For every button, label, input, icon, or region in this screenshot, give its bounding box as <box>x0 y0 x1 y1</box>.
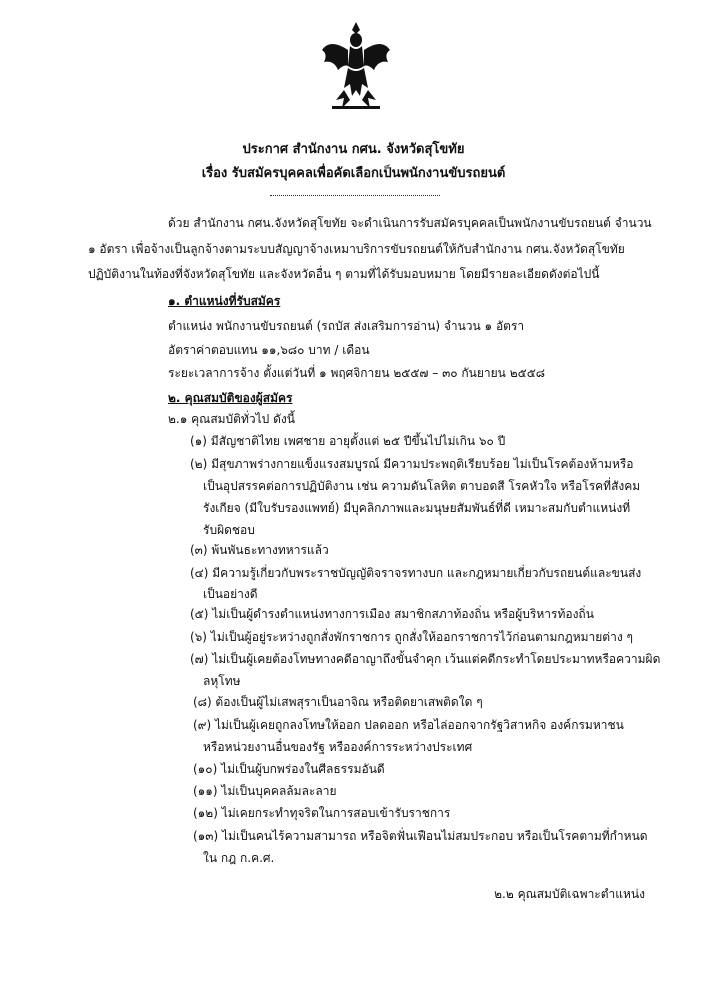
announcement-title: ประกาศ สำนักงาน กศน. จังหวัดสุโขทัย <box>242 142 465 157</box>
qualification-item: (๑) มีสัญชาติไทย เพศชาย อายุตั้งแต่ ๒๕ ปีขึ้นไปไม่เกิน ๖๐ ปี <box>190 434 506 448</box>
qualification-continuation: เป็นอย่างดี <box>203 587 258 601</box>
salary-line: อัตราค่าตอบแทน ๑๑,๖๘๐ บาท / เดือน <box>168 343 370 357</box>
intro-line-2: ๑ อัตรา เพื่อจ้างเป็นลูกจ้างตามระบบสัญญาจ้างเหมาบริการขับรถยนต์ให้กับสำนักงาน กศน.จังหวัดสุโขทัย <box>88 242 625 256</box>
intro-line-3: ปฏิบัติงานในท้องที่จังหวัดสุโขทัย และจังหวัดอื่น ๆ ตามที่ได้รับมอบหมาย โดยมีรายละเอียดดังต่อไปนี้ <box>88 267 600 281</box>
section-1-title: ๑. ตำแหน่งที่รับสมัคร <box>168 294 281 308</box>
qualification-continuation: เป็นอุปสรรคต่อการปฏิบัติงาน เช่น ความดันโลหิต ตาบอดสี โรคหัวใจ หรือโรคที่สังคม <box>203 479 641 493</box>
announcement-subject: เรื่อง รับสมัครบุคคลเพื่อคัดเลือกเป็นพนักงานขับรถยนต์ <box>201 166 506 181</box>
qualification-item: (๓) พ้นพันธะทางทหารแล้ว <box>190 543 329 557</box>
qualification-item: (๕) ไม่เป็นผู้ดำรงตำแหน่งทางการเมือง สมาชิกสภาท้องถิ่น หรือผู้บริหารท้องถิ่น <box>190 607 594 621</box>
garuda-emblem-icon <box>318 20 394 112</box>
qualification-item: (๑๐) ไม่เป็นผู้บกพร่องในศีลธรรมอันดี <box>193 762 385 776</box>
intro-line-1: ด้วย สำนักงาน กศน.จังหวัดสุโขทัย จะดำเนินการรับสมัครบุคคลเป็นพนักงานขับรถยนต์ จำนวน <box>168 216 652 230</box>
qualification-continuation: ลหุโทษ <box>203 674 241 688</box>
qualification-item: (๖) ไม่เป็นผู้อยู่ระหว่างถูกสั่งพักราชการ ถูกสั่งให้ออกราชการไว้ก่อนตามกฎหมายต่าง ๆ <box>190 630 633 644</box>
qualification-item: (๑๓) ไม่เป็นคนไร้ความสามารถ หรือจิตฟั่นเฟือนไม่สมประกอบ หรือเป็นโรคตามที่กำหนด <box>193 829 648 843</box>
qualification-item: (๑๑) ไม่เป็นบุคคลล้มละลาย <box>193 784 337 798</box>
qualification-item: (๔) มีความรู้เกี่ยวกับพระราชบัญญัติจราจรทางบก และกฎหมายเกี่ยวกับรถยนต์และขนส่ง <box>190 566 642 580</box>
qualification-continuation: ใน กฎ ก.ค.ศ. <box>203 851 275 865</box>
qualification-item: (๘) ต้องเป็นผู้ไม่เสพสุราเป็นอาจิณ หรือติดยาเสพติดใด ๆ <box>193 695 483 709</box>
qualification-continuation: หรือหน่วยงานอื่นของรัฐ หรือองค์การระหว่างประเทศ <box>203 740 473 754</box>
qualification-item: (๙) ไม่เป็นผู้เคยถูกลงโทษให้ออก ปลดออก หรือไล่ออกจากรัฐวิสาหกิจ องค์กรมหาชน <box>193 718 624 732</box>
period-line: ระยะเวลาการจ้าง ตั้งแต่วันที่ ๑ พฤศจิกายน ๒๕๕๗ – ๓๐ กันยายน ๒๕๕๘ <box>168 366 546 380</box>
separator-dots <box>270 195 440 196</box>
qualification-continuation: รังเกียจ (มีใบรับรองแพทย์) มีบุคลิกภาพและมนุษยสัมพันธ์ที่ดี เหมาะสมกับตำแหน่งที่ <box>203 501 631 515</box>
section-2-1-title: ๒.๑ คุณสมบัติทั่วไป ดังนี้ <box>168 412 295 426</box>
position-line: ตำแหน่ง พนักงานขับรถยนต์ (รถบัส ส่งเสริมการอ่าน) จำนวน ๑ อัตรา <box>168 319 525 333</box>
page-footer-next-section: ๒.๒ คุณสมบัติเฉพาะตำแหน่ง <box>494 887 645 901</box>
qualification-item: (๗) ไม่เป็นผู้เคยต้องโทษทางคดีอาญาถึงขั้นจำคุก เว้นแต่คดีกระทำโดยประมาทหรือความผิด <box>190 652 661 666</box>
qualification-item: (๒) มีสุขภาพร่างกายแข็งแรงสมบูรณ์ มีความประพฤติเรียบร้อย ไม่เป็นโรคต้องห้ามหรือ <box>190 457 634 471</box>
section-2-title: ๒. คุณสมบัติของผู้สมัคร <box>168 391 293 405</box>
qualification-continuation: รับผิดชอบ <box>203 523 255 537</box>
qualification-item: (๑๒) ไม่เคยกระทำทุจริตในการสอบเข้ารับราชการ <box>193 806 451 820</box>
